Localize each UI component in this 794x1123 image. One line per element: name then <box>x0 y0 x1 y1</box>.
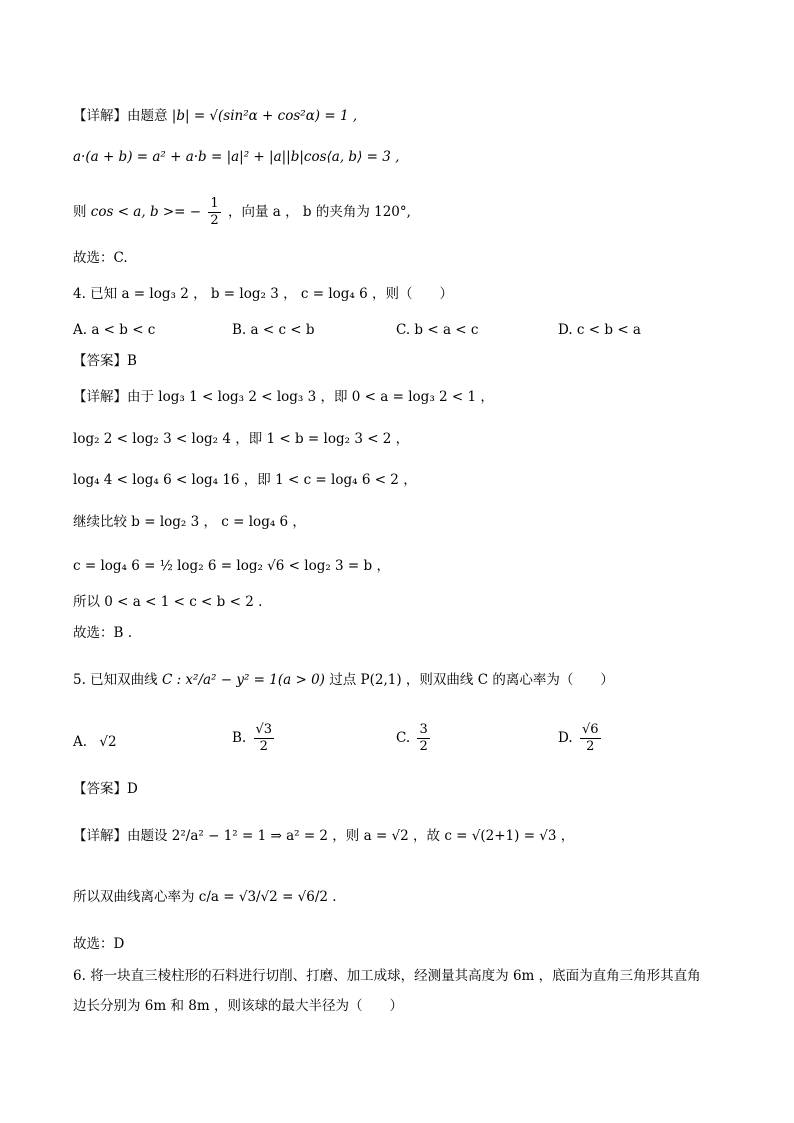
q3-intro: 由题意 <box>127 108 168 124</box>
q5-option-a <box>73 732 117 752</box>
q5-stem-pre: 5. 已知双曲线 <box>73 672 158 688</box>
q5-answer <box>73 779 138 799</box>
frac-den: 2 <box>419 739 428 754</box>
frac-num: 3 <box>419 722 428 737</box>
q5-option-a-label: A. <box>73 734 88 750</box>
q5-detail-text-1: 由题设 2²/a² − 1² = 1 ⇒ a² = 2 ，则 a = √2 ，故 c = √(2+1) = √3 ， <box>127 828 575 844</box>
q5-stem-post: 过点 P(2,1) ，则双曲线 C 的离心率为（ ） <box>329 672 614 688</box>
q5-equation: C : x²/a² − y² = 1(a > 0) <box>161 672 325 688</box>
q3-formula-1: |b| = √(sin²α + cos²α) = 1 , <box>171 108 358 124</box>
q5-stem <box>73 670 614 690</box>
q5-option-b-frac <box>254 722 275 755</box>
q3-detail-line1 <box>73 106 357 126</box>
detail-label: 【详解】 <box>73 828 127 844</box>
q4-option-d: D. c < b < a <box>558 322 641 338</box>
frac-den: 2 <box>259 739 268 754</box>
answer-label: 【答案】 <box>73 353 127 369</box>
answer-value: D <box>127 781 138 797</box>
q5-option-d-label: D. <box>558 730 573 746</box>
q3-frac-den: 2 <box>210 213 219 228</box>
q5-option-b <box>232 722 277 755</box>
q5-detail-2: 所以双曲线离心率为 c/a = √3/√2 = √6/2 . <box>73 889 337 905</box>
frac-num: √3 <box>255 722 273 737</box>
q3-conclusion: 故选：C. <box>73 250 128 266</box>
q5-option-c-label: C. <box>396 730 411 746</box>
q4-detail-1: log₂ 2 < log₂ 3 < log₂ 4 ，即 1 < b = log₂ 3 < 2 ， <box>73 431 410 447</box>
q4-option-b: B. a < c < b <box>232 322 315 338</box>
answer-label: 【答案】 <box>73 781 127 797</box>
q5-option-c-frac <box>417 722 429 755</box>
frac-num: √6 <box>581 722 599 737</box>
detail-label: 【详解】 <box>73 389 127 405</box>
q4-detail-text-0: 由于 log₃ 1 < log₃ 2 < log₃ 3 ，即 0 < a = log₃ 2 < 1 ， <box>127 389 494 405</box>
q4-stem: 4. 已知 a = log₃ 2 ， b = log₂ 3 ， c = log₄ 6 ，则（ ） <box>73 286 453 302</box>
q5-option-d <box>558 722 604 755</box>
q3-detail-line2: a·(a + b) = a² + a·b = |a|² + |a||b|cos⟨a, b⟩ = 3 , <box>73 149 400 165</box>
q5-conclusion: 故选：D <box>73 936 125 952</box>
frac-den: 2 <box>586 739 595 754</box>
q3-frac-num: 1 <box>210 196 219 211</box>
q4-detail-4: c = log₄ 6 = ½ log₂ 6 = log₂ √6 < log₂ 3 = b ， <box>73 558 390 574</box>
q5-option-c <box>396 722 433 755</box>
q3-line3-pre: 则 <box>73 204 87 220</box>
q6-stem-line1: 6. 将一块直三棱柱形的石料进行切削、打磨、加工成球，经测量其高度为 6m ，底面为直角三角形其直角 <box>73 968 701 984</box>
q4-answer <box>73 351 137 371</box>
q4-detail-2: log₄ 4 < log₄ 6 < log₄ 16 ，即 1 < c = log₄ 6 < 2 ， <box>73 472 417 488</box>
q3-line3-mid: cos < a, b >= − <box>90 204 202 220</box>
q4-detail-3: 继续比较 b = log₂ 3 ， c = log₄ 6 ， <box>73 514 306 530</box>
q3-line3-post: ，向量 a ， b 的夹角为 120°, <box>227 204 411 220</box>
q6-stem-line2: 边长分别为 6m 和 8m ，则该球的最大半径为（ ） <box>73 998 403 1014</box>
q4-detail-5: 所以 0 < a < 1 < c < b < 2 . <box>73 594 263 610</box>
q5-option-b-label: B. <box>232 730 247 746</box>
q4-option-c: C. b < a < c <box>396 322 479 338</box>
q4-option-a: A. a < b < c <box>73 322 156 338</box>
q3-detail-line3 <box>73 196 411 229</box>
q5-detail-1 <box>73 826 574 846</box>
q4-conclusion: 故选：B . <box>73 625 133 641</box>
q5-option-d-frac <box>580 722 601 755</box>
q3-fraction <box>208 196 220 229</box>
q4-detail-0 <box>73 387 494 407</box>
detail-label: 【详解】 <box>73 108 127 124</box>
answer-value: B <box>127 353 137 369</box>
q5-option-a-value: √2 <box>99 734 117 750</box>
